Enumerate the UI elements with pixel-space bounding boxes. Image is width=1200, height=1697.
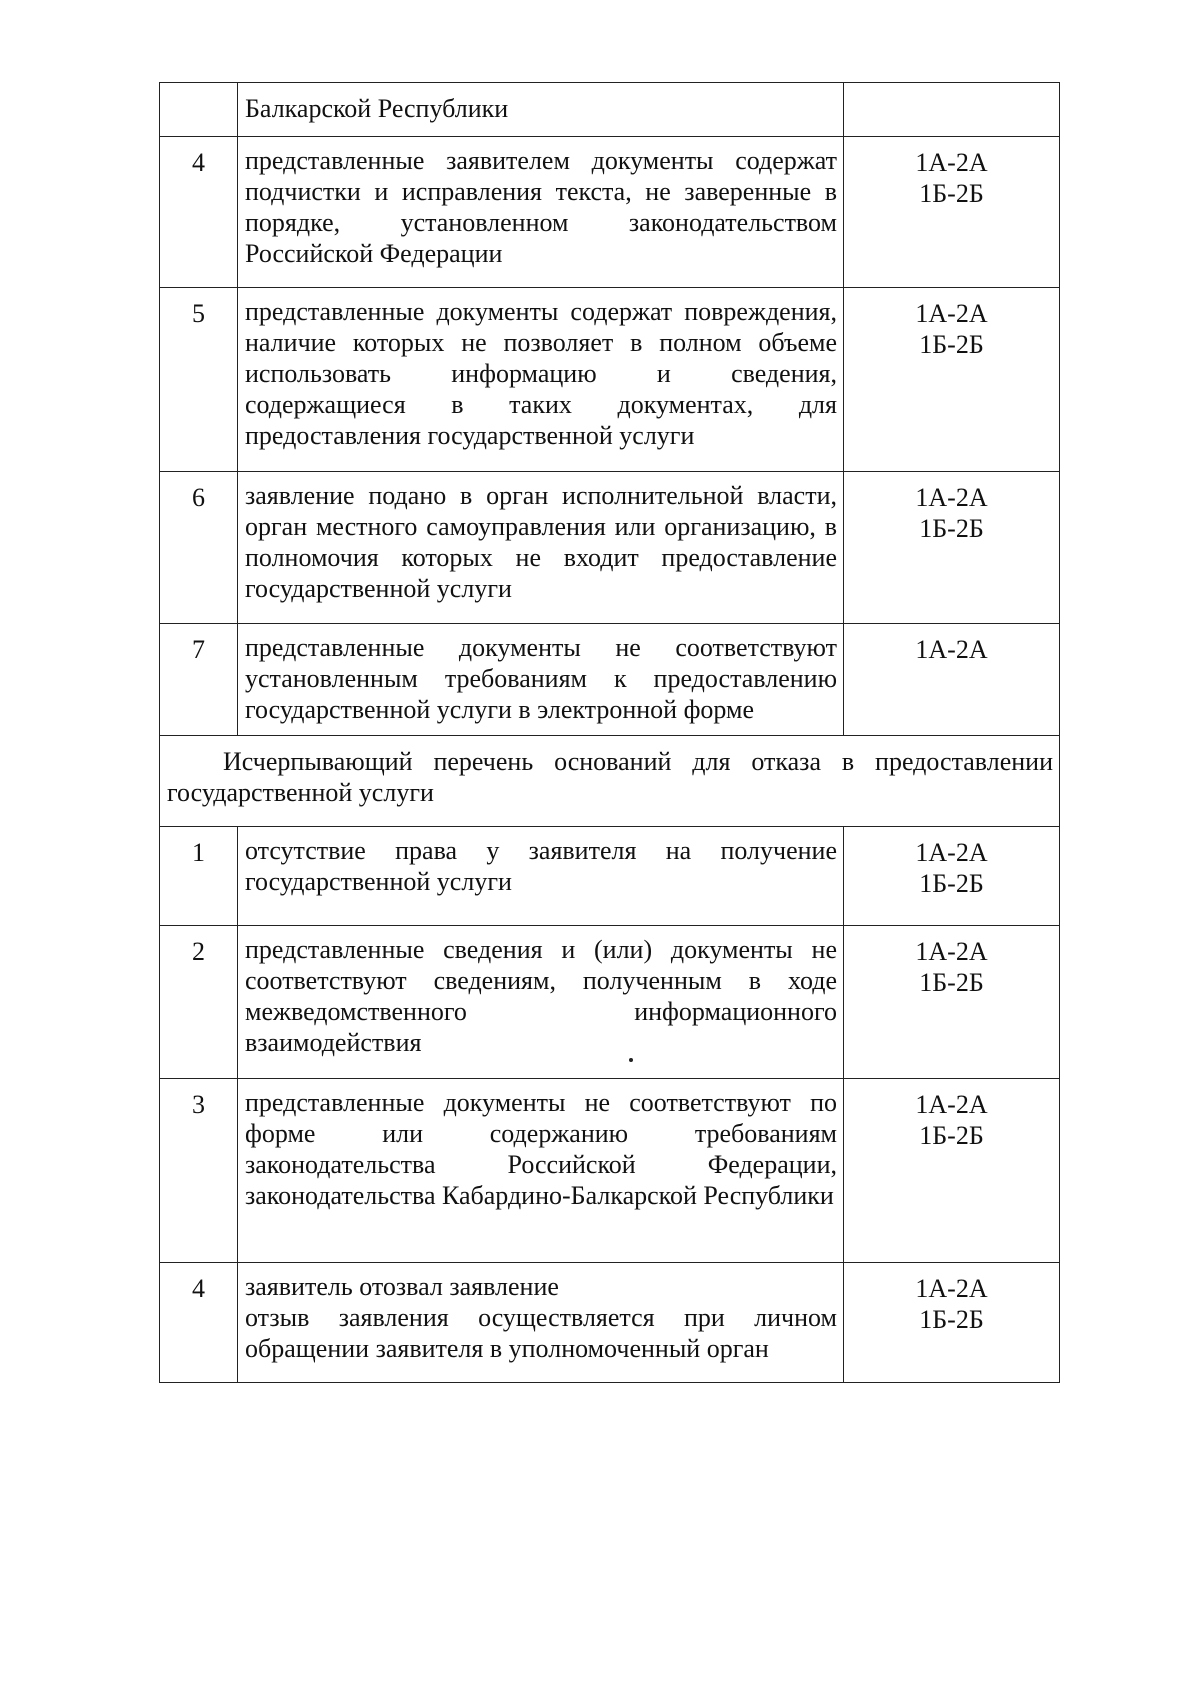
row-number-cell: 2 [160, 926, 238, 1079]
row-code-cell [844, 137, 1060, 288]
code-label: 1А-2А [915, 1090, 988, 1119]
row-code-cell [844, 1079, 1060, 1263]
row-number-cell: 6 [160, 472, 238, 624]
code-label: 1Б-2Б [919, 330, 984, 359]
row-number-cell: 1 [160, 827, 238, 926]
row-text-cell: представленные заявителем документы содержат подчистки и исправления текста, не заверенные в порядке, установленном законодательством Российской Федерации [238, 137, 844, 288]
row-number-cell: 7 [160, 624, 238, 736]
row-code-cell [844, 83, 1060, 137]
row-number-cell: 4 [160, 1263, 238, 1383]
row-number-cell: 4 [160, 137, 238, 288]
row-text-cell: Балкарской Республики [238, 83, 844, 137]
table-row [160, 1079, 1060, 1263]
code-label: 1Б-2Б [919, 179, 984, 208]
code-label: 1А-2А [915, 483, 988, 512]
section-heading-row [160, 736, 1060, 827]
table-row [160, 472, 1060, 624]
table-row [160, 288, 1060, 472]
table-row [160, 137, 1060, 288]
table-row [160, 926, 1060, 1079]
code-label: 1Б-2Б [919, 1305, 984, 1334]
grounds-table [159, 82, 1060, 1383]
row-number-cell: 3 [160, 1079, 238, 1263]
row-text-cell: представленные сведения и (или) документы не соответствуют сведениям, полученным в ходе межведомственного информационного взаимодействия [238, 926, 844, 1079]
row-code-cell [844, 1263, 1060, 1383]
code-label: 1Б-2Б [919, 514, 984, 543]
row-code-cell [844, 624, 1060, 736]
row-text-cell: представленные документы не соответствуют по форме или содержанию требованиям законодательства Российской Федерации, законодательства Кабардино-Балкарской Республики [238, 1079, 844, 1263]
scan-speck [629, 1058, 633, 1062]
table-row [160, 1263, 1060, 1383]
code-label: 1А-2А [915, 1274, 988, 1303]
section-heading: Исчерпывающий перечень оснований для отказа в предоставлении государственной услуги [160, 736, 1060, 827]
code-label: 1Б-2Б [919, 1121, 984, 1150]
row-text-cell: заявление подано в орган исполнительной власти, орган местного самоуправления или организацию, в полномочия которых не входит предоставление государственной услуги [238, 472, 844, 624]
code-label: 1Б-2Б [919, 869, 984, 898]
row-number-cell [160, 83, 238, 137]
row-code-cell [844, 472, 1060, 624]
code-label: 1А-2А [915, 937, 988, 966]
code-label: 1А-2А [915, 299, 988, 328]
table-row [160, 624, 1060, 736]
table-row [160, 827, 1060, 926]
code-label: 1Б-2Б [919, 968, 984, 997]
row-text-cell: представленные документы содержат повреждения, наличие которых не позволяет в полном объеме использовать информацию и сведения, содержащиеся в таких документах, для предоставления государственной услуги [238, 288, 844, 472]
row-code-cell [844, 827, 1060, 926]
row-code-cell [844, 926, 1060, 1079]
row-code-cell [844, 288, 1060, 472]
code-label: 1А-2А [915, 838, 988, 867]
row-text-cell: представленные документы не соответствуют установленным требованиям к предоставлению государственной услуги в электронной форме [238, 624, 844, 736]
row-text-cell [238, 1263, 844, 1383]
row-number-cell: 5 [160, 288, 238, 472]
table-row [160, 83, 1060, 137]
row-text-line: отзыв заявления осуществляется при личном обращении заявителя в уполномоченный орган [245, 1303, 837, 1363]
code-label: 1А-2А [915, 148, 988, 177]
row-text-cell: отсутствие права у заявителя на получение государственной услуги [238, 827, 844, 926]
document-sheet [159, 82, 1059, 1383]
row-text-line: заявитель отозвал заявление [245, 1272, 559, 1301]
code-label: 1А-2А [915, 635, 988, 664]
